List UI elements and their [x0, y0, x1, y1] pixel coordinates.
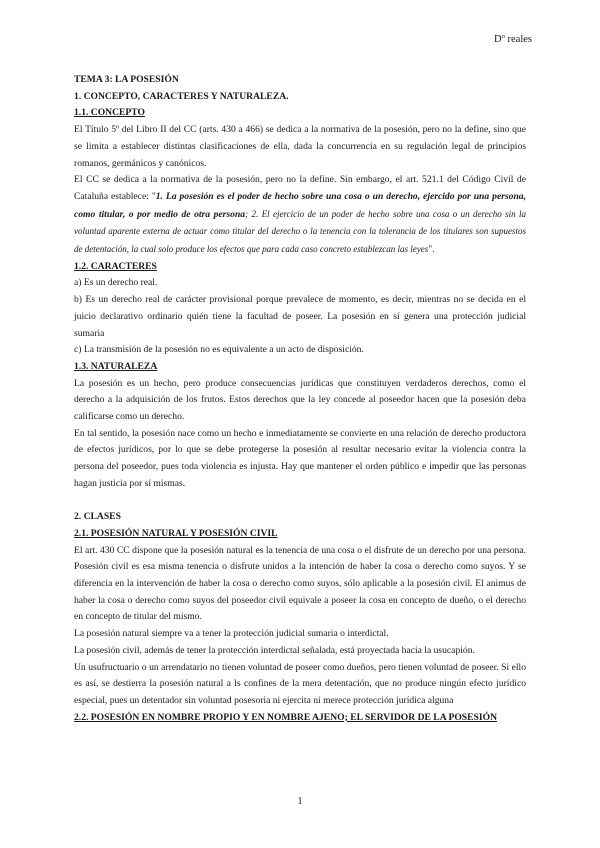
- classes-paragraph-2: La posesión natural siempre va a tener la protección judicial sumaria o interdictal.: [74, 628, 389, 640]
- characteristic-a: a) Es un derecho real.: [74, 277, 158, 289]
- section-1-3-heading: 1.3. NATURALEZA: [74, 360, 158, 372]
- classes-paragraph-4: Un usufructuario o un arrendatario no tienen voluntad de poseer como dueños, pero tienen voluntad de poseer. Si ello es así, se destierra la posesión natural a ls confines de la mera detentación, que no produce ningún efecto jurídico especial, pues un detentador sin voluntad posesoria ni ejercita ni merece protección jurídica alguna: [74, 661, 526, 706]
- concept-quote-close: ".: [428, 244, 435, 256]
- section-2-2-heading: 2.2. POSESIÓN EN NOMBRE PROPIO Y EN NOMBRE AJENO; EL SERVIDOR DE LA POSESIÓN: [74, 711, 498, 723]
- section-2-heading: 2. CLASES: [74, 511, 121, 523]
- section-2-1-heading: 2.1. POSESIÓN NATURAL Y POSESIÓN CIVIL: [74, 527, 278, 539]
- characteristic-c: c) La transmisión de la posesión no es equivalente a un acto de disposición.: [74, 344, 364, 356]
- concept-quote-bold: 1. La posesión es el poder de hecho sobre una cosa o un derecho, ejercido por una persona, como titular, o por medio de otra persona: [74, 190, 526, 220]
- spacer: [74, 493, 526, 510]
- nature-paragraph-2: En tal sentido, la posesión nace como un hecho e inmediatamente se convierte en una relación de derecho productora de efectos jurídicos, por lo que se debe protegerse la posesión al resultar necesario evitar la violencia contra la persona del poseedor, pues toda violencia es injusta. Hay que mantener el orden público e impedir que las personas hagan justicia por sí mismas.: [74, 427, 526, 489]
- concept-intro-text: El CC se dedica a la normativa de la posesión, pero no la define. Sin embargo, el art. 521.1 del Código Civil de Cataluña establece: ": [74, 174, 526, 202]
- document-body: [74, 72, 526, 726]
- section-1-2-heading: 1.2. CARACTERES: [74, 260, 157, 272]
- concept-paragraph-2: [74, 172, 526, 259]
- page-header: Dº reales: [494, 34, 532, 45]
- section-1-1-heading: 1.1. CONCEPTO: [74, 107, 145, 119]
- classes-paragraph-3: La posesión civil, además de tener la protección interdictal señalada, está proyectada hacia la usucapión.: [74, 644, 475, 656]
- concept-paragraph-1: El Título 5º del Libro II del CC (arts. 430 a 466) se dedica a la normativa de la posesión, pero no la define, sino que se limita a establecer distintas clasificaciones de ella, dada la concurrencia en su regulación legal de principios romanos, germánicos y canónicos.: [74, 124, 526, 169]
- section-1-heading: 1. CONCEPTO, CARACTERES Y NATURALEZA.: [74, 90, 289, 102]
- classes-paragraph-1: El art. 430 CC dispone que la posesión natural es la tenencia de una cosa o el disfrute de un derecho por una persona. Posesión civil es esa misma tenencia o disfrute unidos a la intención de haber la cosa o derecho como suyos. Y se diferencia en la intervención de haber la cosa o derecho como suyos, sólo aplicable a la posesión civil. El animus de haber la cosa o derecho como suyos del poseedor civil equivale a poseer la cosa en concepto de dueño, o el derecho en concepto de titular del mismo.: [74, 544, 526, 623]
- nature-paragraph-1: La posesión es un hecho, pero produce consecuencias jurídicas que constituyen verdaderos derechos, como el derecho a la adquisición de los frutos. Estos derechos que la ley concede al poseedor hacen que la posesión deba calificarse como un derecho.: [74, 377, 526, 423]
- concept-quote-italic: ; 2. El ejercicio de un poder de hecho sobre una cosa o un derecho sin la voluntad aparente externa de actuar como titular del derecho o la tenencia con la tolerancia de los titulares son supuestos de detentación, la cual solo produce los efectos que para cada caso concreto establezcan las leyes: [74, 208, 526, 255]
- characteristic-b: b) Es un derecho real de carácter provisional porque prevalece de momento, es decir, mientras no se decida en el juicio declarativo ordinario quién tiene la facultad de poseer. La posesión en sí genera una protección judicial sumaria: [74, 294, 526, 339]
- topic-title: TEMA 3: LA POSESIÓN: [74, 74, 179, 85]
- page-number: 1: [297, 796, 303, 807]
